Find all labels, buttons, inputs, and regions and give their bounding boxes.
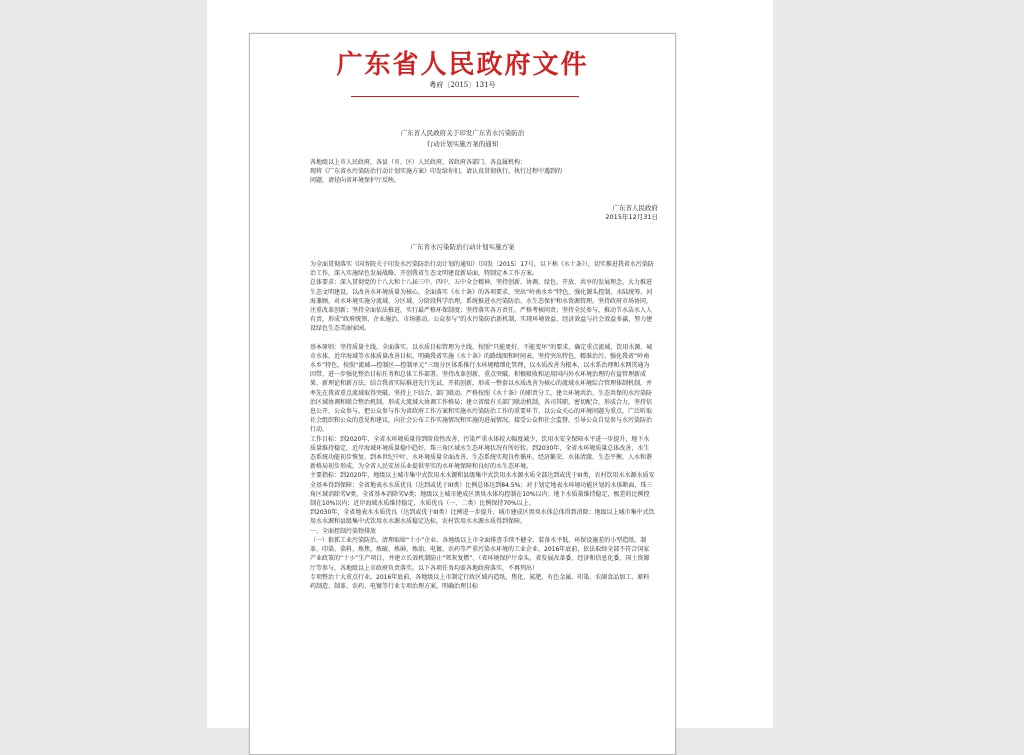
signature-organization: 广东省人民政府	[612, 204, 658, 212]
plan-paragraph: 总体要求：深入贯彻党的十八大和十八届三中、四中、五中全会精神，坚持创新、协调、绿色、开放、共享的发展理念，大力推进生态文明建设，以改善水环境质量为核心，全面落实《水十条》的各项要求，突出“岭南水乡”特色，强化源头控制，水陆统筹、河海兼顾，对水环境实施分流域、分区域、分阶段科学治理，系统推进水污染防治、水生态保护和水资源管理。坚持政府市场协同，注重改革创新；坚持全面依法推进，实行最严格环保制度；坚持落实各方责任，严格考核问责；坚持全民参与，推动节水洁水人人有责，形成“政府统领、企业施治、市场驱动、公众参与”的水污染防治新机制，实现环境效益、经济效益与社会效益多赢，努力建设绿色生态美丽家园。	[310, 279, 653, 333]
notice-title-line-1: 广东省人民政府关于印发广东省水污染防治	[400, 129, 525, 137]
notice-body-line-2: 问题，请径向省环境保护厅反映。	[310, 177, 401, 185]
notice-body	[310, 158, 655, 186]
document-page	[249, 33, 676, 755]
plan-paragraph: 工作目标：到2020年，全省水环境质量得到阶段性改善，污染严重水体较大幅度减少，饮用水安全保障水平进一步提升，地下水质量维持稳定，近岸海域环境质量稳中趋好，珠三角区域水生态环境状况有所好转。到2030年，全省水环境质量总体改善，水生态系统功能初步恢复。到本世纪中叶，水环境质量全面改善，生态系统实现良性循环，经济繁荣、水体清澈、生态平衡，人水和谐新格局初步形成，为全省人民安居乐业提供坚实的水环境保障和良好的水生态环境。	[310, 435, 653, 471]
document-number: 粤府〔2015〕131号	[429, 81, 496, 89]
notice-title	[310, 128, 615, 150]
section-heading: 一、全面控制污染物排放	[310, 527, 377, 535]
plan-paragraph: （一）狠抓工业污染防治。清理取缔“十小”企业。各地级以上市全面排查手续不健全、装备水平低、环保设施差的小型造纸、制革、印染、染料、炼焦、炼硫、炼砷、炼油、电镀、农药等严重污染水环境的工业企业。2016年底前，依法取缔全部不符合国家产业政策的“十小”生产项目，并建立长效机制防止“死灰复燃”。（省环境保护厅牵头，省发展改革委、经济和信息化委、国土资源厅等参与，各地级以上市政府负责落实。以下各项任务均需各地政府落实，不再列出）	[310, 536, 650, 572]
plan-body	[310, 260, 655, 591]
plan-title: 广东省水污染防治行动计划实施方案	[410, 243, 515, 251]
red-divider-line	[351, 96, 579, 97]
plan-paragraph: 基本原则：坚持质量主线，全面落实。以水质目标管理为主线，按照“只能更好、不能变坏”的要求，确定重点流域、饮用水源、城市水体、近岸海域等水体质量改善目标，明确我省实施《水十条》的路线图和时间表。坚持突出特色，精准治污。强化我省“岭南水乡”特色，按照“流域—控制区—控制单元”三级分区体系推行水环境精细化管理，以水质改善为根本，以水系治理和水网贯通为因带，进一步强化整治目标任务和总体工作部署。坚持改革创新，重点突破。积极吸收和运用国内外水环境治理的有益管理新成果、新理论和新方法，结合我省实际推进先行先试、开拓创新，形成一整套以水质改善为核心的流域水环境综合管理体制机制，并率先在我省重点流域取得突破。坚持上下结合、部门联动。严格按照《水十条》的职责分工，建立环境共治、生态共保的水污染防治区域协调和联合整治机制，形成大流域大协调工作格局；建立省级有关部门联动机制，各司其职，密切配合，形成合力。坚持信息公开、公众参与。把公众参与作为省政府工作方案和实施水污染防治工作的重要环节，以公众关心的环境问题为重点，广泛听取社会组织和公众的意见和建议，向社会公布工作实施情况和实施的进展情况，接受公众和社会监督，引导公众自觉参与水污染防治行动。	[310, 343, 653, 434]
signature-block	[605, 204, 658, 222]
plan-paragraph: 主要指标：到2020年，地级以上城市集中式饮用水水源和县级集中式饮用水水源水质全部达到或优于III类，农村饮用水水源水质安全基本得到保障；全省地表水水质优良（达到或优于III类）比例总体达到84.5%；对于划定地表水环境功能区划的水体断面，珠三角区域消除劣V类，全省基本消除劣V类；地级以上城市建成区黑臭水体均控制在10%以内；地下水质量维持稳定，极差的比例控制在10%以内；近岸海域水质维持稳定，水质优良（一、二类）比例保持70%以上。	[310, 472, 655, 508]
plan-paragraph: 专项整治十大重点行业。2016年底前，各地级以上市制定行政区域内造纸、焦化、氮肥、有色金属、印染、农副食品加工、原料药制造、制革、农药、电镀等行业专项治理方案，明确治理目标	[310, 573, 650, 590]
plan-paragraph: 为全面贯彻落实《国务院关于印发水污染防治行动计划的通知》（国发〔2015〕17号，以下称《水十条》），切实推进我省水污染防治工作，深入实施绿色发展战略，开创我省生态文明建设新局面，特制定本工作方案。	[310, 261, 654, 278]
plan-paragraph: 到2030年，全省地表水水质优良（达到或优于III类）比例进一步提升，城市建成区黑臭水体总体得到消除；地级以上城市集中式饮用水水源和县级集中式饮用水水源水质稳定达标，农村饮用水水源水质得到保障。	[310, 509, 655, 526]
notice-body-line-1: 现将《广东省水污染防治行动计划实施方案》印发给你们，请认真贯彻执行。执行过程中遇到的	[310, 168, 563, 176]
recipients-line: 各地级以上市人民政府，各县（市、区）人民政府，省政府各部门、各直属机构：	[310, 159, 527, 166]
notice-title-line-2: 行动计划实施方案的通知	[426, 140, 499, 148]
document-header-title: 广东省人民政府文件	[336, 50, 589, 80]
signature-date: 2015年12月31日	[605, 213, 658, 221]
